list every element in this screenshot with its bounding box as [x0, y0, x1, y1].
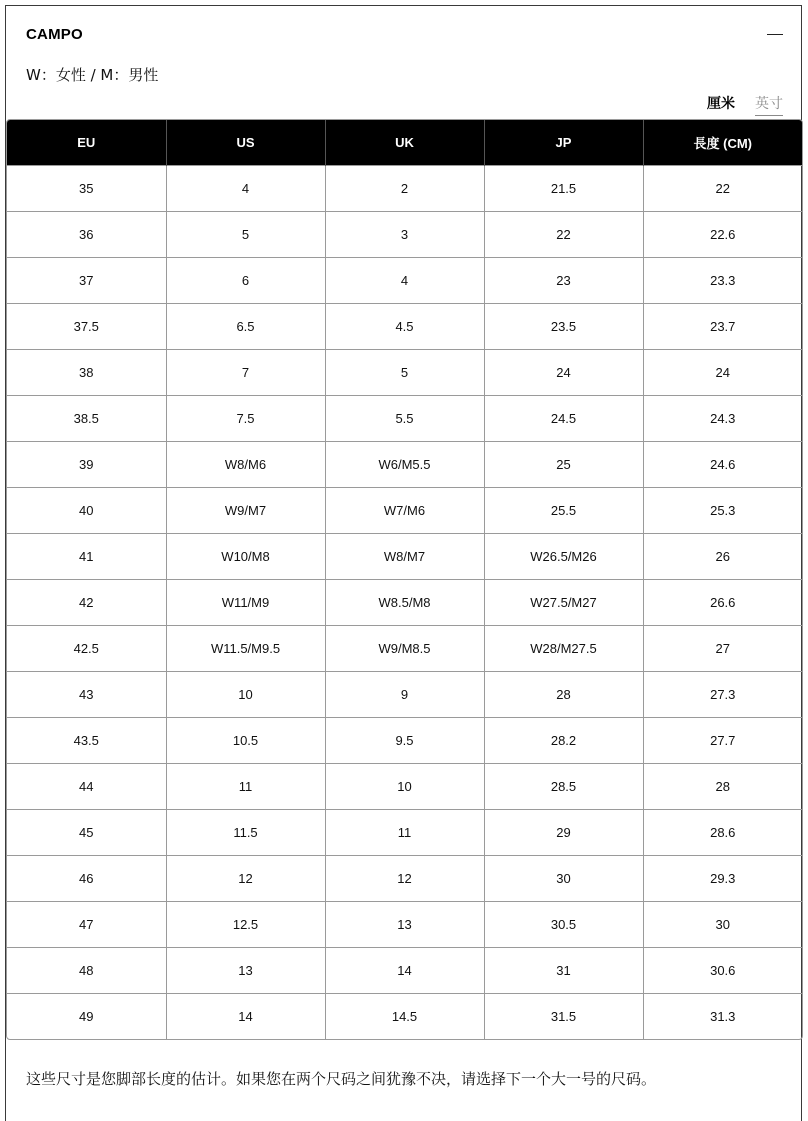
table-cell: 47 [7, 902, 166, 948]
table-row [7, 258, 802, 304]
table-cell: 24.3 [643, 396, 802, 442]
table-cell: W10/M8 [166, 534, 325, 580]
table-cell: 29.3 [643, 856, 802, 902]
table-cell: 25.5 [484, 488, 643, 534]
table-cell: 30.6 [643, 948, 802, 994]
table-cell: 13 [325, 902, 484, 948]
table-row [7, 212, 802, 258]
table-cell: 13 [166, 948, 325, 994]
table-cell: 28.6 [643, 810, 802, 856]
table-row [7, 626, 802, 672]
table-cell: 5 [166, 212, 325, 258]
table-cell: 31.3 [643, 994, 802, 1040]
table-row [7, 166, 802, 212]
table-cell: 3 [325, 212, 484, 258]
table-cell: 7 [166, 350, 325, 396]
size-footnote: 这些尺寸是您脚部长度的估计。如果您在两个尺码之间犹豫不决，请选择下一个大一号的尺码。 [26, 1070, 657, 1088]
column-header-eu: EU [7, 120, 166, 166]
table-cell: 43.5 [7, 718, 166, 764]
table-cell: W9/M7 [166, 488, 325, 534]
table-row [7, 488, 802, 534]
table-row [7, 304, 802, 350]
table-cell: 6 [166, 258, 325, 304]
table-row [7, 580, 802, 626]
collapse-minus-icon[interactable] [767, 34, 783, 35]
table-cell: W8/M6 [166, 442, 325, 488]
table-row [7, 810, 802, 856]
table-cell: W6/M5.5 [325, 442, 484, 488]
table-row [7, 534, 802, 580]
size-table-container [6, 119, 803, 1040]
table-cell: 49 [7, 994, 166, 1040]
table-cell: 12.5 [166, 902, 325, 948]
table-cell: W8.5/M8 [325, 580, 484, 626]
table-cell: 41 [7, 534, 166, 580]
table-cell: 35 [7, 166, 166, 212]
table-cell: 38.5 [7, 396, 166, 442]
table-header-row [7, 120, 802, 166]
table-cell: 7.5 [166, 396, 325, 442]
table-row [7, 396, 802, 442]
column-header-us: US [166, 120, 325, 166]
table-row [7, 856, 802, 902]
table-cell: 23.7 [643, 304, 802, 350]
table-cell: 12 [325, 856, 484, 902]
table-cell: 25 [484, 442, 643, 488]
table-cell: 37 [7, 258, 166, 304]
table-cell: 14 [166, 994, 325, 1040]
table-row [7, 948, 802, 994]
table-cell: 38 [7, 350, 166, 396]
table-cell: 23 [484, 258, 643, 304]
table-cell: 27 [643, 626, 802, 672]
table-cell: 10 [166, 672, 325, 718]
table-cell: 27.3 [643, 672, 802, 718]
table-cell: 29 [484, 810, 643, 856]
table-cell: 28 [643, 764, 802, 810]
column-header-uk: UK [325, 120, 484, 166]
table-cell: 9 [325, 672, 484, 718]
table-row [7, 442, 802, 488]
table-cell: 30.5 [484, 902, 643, 948]
table-cell: 22 [643, 166, 802, 212]
table-cell: 6.5 [166, 304, 325, 350]
table-cell: 11 [325, 810, 484, 856]
table-cell: 31 [484, 948, 643, 994]
gender-legend: W：女性 / M：男性 [26, 66, 159, 84]
table-cell: 42.5 [7, 626, 166, 672]
table-cell: 30 [643, 902, 802, 948]
table-row [7, 672, 802, 718]
table-row [7, 350, 802, 396]
table-cell: 22.6 [643, 212, 802, 258]
table-cell: 10.5 [166, 718, 325, 764]
table-cell: W8/M7 [325, 534, 484, 580]
table-cell: 26 [643, 534, 802, 580]
size-table [7, 120, 802, 1039]
table-cell: 2 [325, 166, 484, 212]
size-guide-panel [5, 5, 802, 1121]
table-cell: W28/M27.5 [484, 626, 643, 672]
table-cell: W26.5/M26 [484, 534, 643, 580]
column-header-jp: JP [484, 120, 643, 166]
table-cell: 45 [7, 810, 166, 856]
unit-inch-option[interactable]: 英寸 [755, 93, 783, 116]
table-cell: 4.5 [325, 304, 484, 350]
table-cell: 28 [484, 672, 643, 718]
table-row [7, 902, 802, 948]
table-cell: 46 [7, 856, 166, 902]
table-cell: 22 [484, 212, 643, 258]
table-cell: 5.5 [325, 396, 484, 442]
table-row [7, 718, 802, 764]
table-cell: 14.5 [325, 994, 484, 1040]
table-cell: 31.5 [484, 994, 643, 1040]
table-cell: 21.5 [484, 166, 643, 212]
table-cell: W9/M8.5 [325, 626, 484, 672]
table-cell: 24 [643, 350, 802, 396]
table-cell: 5 [325, 350, 484, 396]
table-cell: 24.5 [484, 396, 643, 442]
table-cell: W11.5/M9.5 [166, 626, 325, 672]
table-cell: 28.5 [484, 764, 643, 810]
table-cell: W27.5/M27 [484, 580, 643, 626]
table-cell: W11/M9 [166, 580, 325, 626]
table-cell: 23.3 [643, 258, 802, 304]
table-cell: 40 [7, 488, 166, 534]
table-cell: 11.5 [166, 810, 325, 856]
table-row [7, 994, 802, 1040]
table-cell: 24.6 [643, 442, 802, 488]
table-cell: 44 [7, 764, 166, 810]
table-cell: 23.5 [484, 304, 643, 350]
table-cell: 12 [166, 856, 325, 902]
brand-title: CAMPO [26, 26, 83, 43]
table-cell: 39 [7, 442, 166, 488]
table-cell: 9.5 [325, 718, 484, 764]
table-cell: 24 [484, 350, 643, 396]
table-cell: 48 [7, 948, 166, 994]
table-cell: 11 [166, 764, 325, 810]
table-cell: 25.3 [643, 488, 802, 534]
table-cell: 4 [325, 258, 484, 304]
column-header-length: 長度 (CM) [643, 120, 802, 166]
table-cell: 10 [325, 764, 484, 810]
table-cell: 14 [325, 948, 484, 994]
table-cell: 27.7 [643, 718, 802, 764]
table-cell: 28.2 [484, 718, 643, 764]
table-cell: 37.5 [7, 304, 166, 350]
table-cell: 26.6 [643, 580, 802, 626]
table-cell: 36 [7, 212, 166, 258]
table-cell: 43 [7, 672, 166, 718]
table-cell: W7/M6 [325, 488, 484, 534]
unit-cm-option[interactable]: 厘米 [707, 96, 735, 112]
table-row [7, 764, 802, 810]
table-cell: 30 [484, 856, 643, 902]
table-cell: 4 [166, 166, 325, 212]
unit-toggle [707, 93, 783, 116]
table-cell: 42 [7, 580, 166, 626]
